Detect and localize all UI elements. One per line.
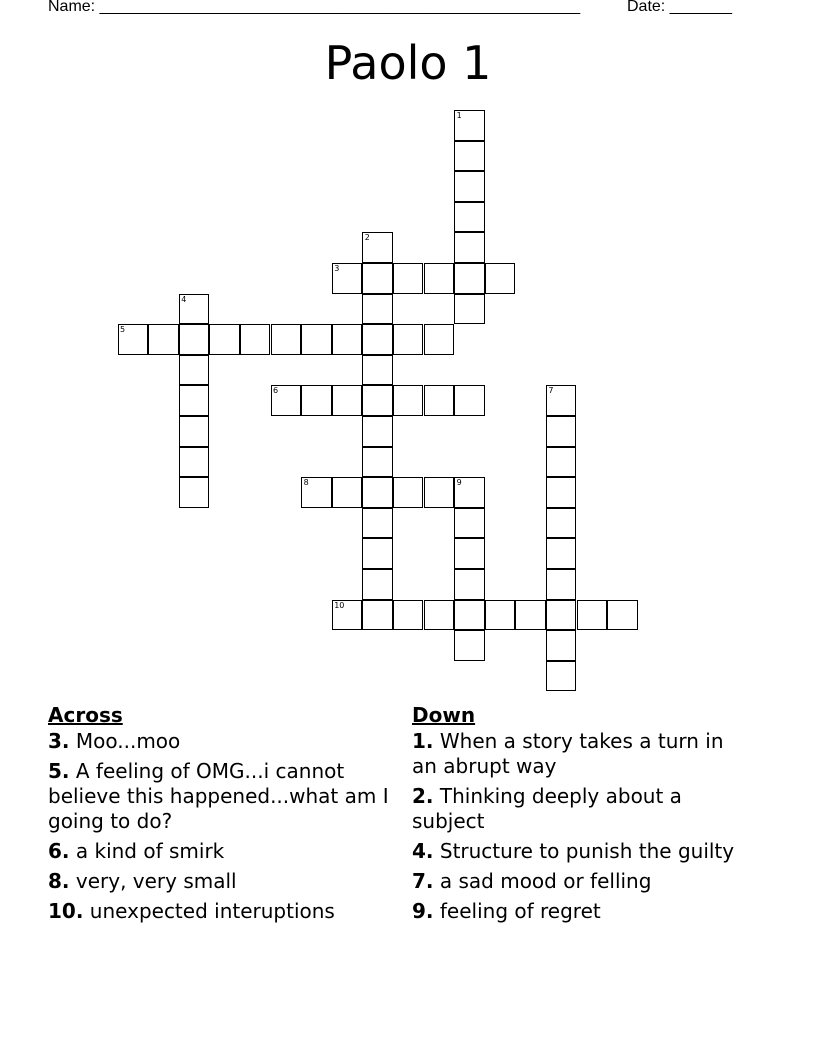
grid-cell[interactable]: [454, 508, 485, 539]
grid-cell[interactable]: [454, 600, 485, 631]
grid-cell[interactable]: [362, 600, 393, 631]
grid-cell[interactable]: [546, 600, 577, 631]
grid-cell[interactable]: [454, 171, 485, 202]
down-clue: [412, 784, 752, 834]
grid-cell[interactable]: [179, 477, 210, 508]
clue-text: Moo...moo: [75, 729, 181, 753]
grid-cell[interactable]: [546, 569, 577, 600]
clue-text: When a story takes a turn in an abrupt way: [412, 729, 724, 778]
clue-number: 2.: [412, 784, 434, 808]
grid-cell[interactable]: [454, 263, 485, 294]
grid-cell[interactable]: [454, 141, 485, 172]
grid-cell[interactable]: [515, 600, 546, 631]
grid-cell[interactable]: [546, 538, 577, 569]
clue-number: 6.: [48, 839, 70, 863]
grid-cell[interactable]: [362, 385, 393, 416]
down-heading: Down: [412, 703, 476, 727]
grid-cell[interactable]: [179, 447, 210, 478]
cell-number: 7: [548, 386, 554, 396]
down-clue: [412, 839, 752, 864]
grid-cell[interactable]: [393, 263, 424, 294]
grid-cell[interactable]: [454, 202, 485, 233]
grid-cell[interactable]: [546, 416, 577, 447]
grid-cell[interactable]: [148, 324, 179, 355]
cell-number: 2: [364, 233, 370, 243]
grid-cell[interactable]: [179, 355, 210, 386]
across-clue: [48, 759, 404, 834]
grid-cell[interactable]: [485, 263, 516, 294]
grid-cell[interactable]: [362, 477, 393, 508]
clue-text: Structure to punish the guilty: [439, 839, 735, 863]
across-heading: Across: [48, 703, 123, 727]
grid-cell[interactable]: [546, 385, 577, 416]
grid-cell[interactable]: [546, 630, 577, 661]
grid-cell[interactable]: [424, 385, 455, 416]
down-clue: [412, 899, 752, 924]
grid-cell[interactable]: [393, 324, 424, 355]
grid-cell[interactable]: [362, 416, 393, 447]
grid-cell[interactable]: [454, 477, 485, 508]
date-label[interactable]: Date: _______: [627, 0, 732, 15]
grid-cell[interactable]: [362, 294, 393, 325]
grid-cell[interactable]: [179, 294, 210, 325]
clue-text: a sad mood or felling: [439, 869, 652, 893]
grid-cell[interactable]: [607, 600, 638, 631]
clue-text: A feeling of OMG...i cannot believe this happened...what am I going to do?: [48, 759, 389, 833]
clue-number: 3.: [48, 729, 70, 753]
cell-number: 8: [303, 478, 309, 488]
cell-number: 1: [456, 111, 462, 120]
across-clue: [48, 899, 404, 924]
grid-cell[interactable]: [332, 600, 363, 631]
grid-cell[interactable]: [362, 538, 393, 569]
across-clue: [48, 839, 404, 864]
clue-number: 8.: [48, 869, 70, 893]
grid-cell[interactable]: [362, 232, 393, 263]
cell-number: 4: [181, 294, 187, 304]
grid-cell[interactable]: [118, 324, 149, 355]
clue-number: 9.: [412, 899, 434, 923]
grid-cell[interactable]: [454, 538, 485, 569]
grid-cell[interactable]: [393, 477, 424, 508]
grid-cell[interactable]: [179, 385, 210, 416]
grid-cell[interactable]: [271, 385, 302, 416]
grid-cell[interactable]: [209, 324, 240, 355]
down-clue: [412, 869, 752, 894]
grid-cell[interactable]: [362, 324, 393, 355]
clue-text: feeling of regret: [439, 899, 601, 923]
grid-cell[interactable]: [332, 324, 363, 355]
grid-cell[interactable]: [546, 477, 577, 508]
grid-cell[interactable]: [546, 508, 577, 539]
grid-cell[interactable]: [332, 477, 363, 508]
clue-number: 10.: [48, 899, 84, 923]
clue-number: 1.: [412, 729, 434, 753]
cell-number: 9: [456, 478, 462, 488]
grid-cell[interactable]: [546, 661, 577, 692]
clue-number: 4.: [412, 839, 434, 863]
grid-cell[interactable]: [362, 569, 393, 600]
grid-cell[interactable]: [454, 385, 485, 416]
grid-cell[interactable]: [393, 600, 424, 631]
clue-text: unexpected interuptions: [89, 899, 335, 923]
grid-cell[interactable]: [301, 324, 332, 355]
grid-cell[interactable]: [362, 508, 393, 539]
grid-cell[interactable]: [301, 477, 332, 508]
clue-text: a kind of smirk: [75, 839, 225, 863]
grid-cell[interactable]: [393, 385, 424, 416]
grid-cell[interactable]: [454, 232, 485, 263]
grid-cell[interactable]: [454, 630, 485, 661]
grid-cell[interactable]: [179, 324, 210, 355]
grid-cell[interactable]: [454, 110, 485, 141]
grid-cell[interactable]: [301, 385, 332, 416]
cell-number: 10: [334, 600, 345, 610]
puzzle-title: Paolo 1: [324, 36, 492, 90]
name-label[interactable]: Name: ______________________________________________________: [48, 0, 581, 15]
grid-cell[interactable]: [424, 263, 455, 294]
down-clue: [412, 729, 752, 779]
grid-cell[interactable]: [240, 324, 271, 355]
grid-cell[interactable]: [454, 569, 485, 600]
grid-cell[interactable]: [577, 600, 608, 631]
clue-text: very, very small: [75, 869, 237, 893]
clue-text: Thinking deeply about a subject: [412, 784, 682, 833]
cell-number: 3: [334, 264, 340, 273]
grid-cell[interactable]: [454, 294, 485, 325]
cell-number: 5: [120, 325, 126, 335]
grid-cell[interactable]: [332, 263, 363, 294]
grid-cell[interactable]: [362, 447, 393, 478]
grid-cell[interactable]: [362, 355, 393, 386]
cell-number: 6: [273, 386, 279, 396]
clue-number: 5.: [48, 759, 70, 783]
grid-cell[interactable]: [424, 324, 455, 355]
grid-cell[interactable]: [271, 324, 302, 355]
grid-cell[interactable]: [485, 600, 516, 631]
grid-cell[interactable]: [362, 263, 393, 294]
grid-cell[interactable]: [424, 600, 455, 631]
grid-cell[interactable]: [546, 447, 577, 478]
grid-cell[interactable]: [332, 385, 363, 416]
clue-number: 7.: [412, 869, 434, 893]
across-clues: [48, 703, 404, 929]
across-clue: [48, 869, 404, 894]
grid-cell[interactable]: [179, 416, 210, 447]
across-clue: [48, 729, 404, 754]
grid-cell[interactable]: [424, 477, 455, 508]
down-clues: [412, 703, 752, 929]
